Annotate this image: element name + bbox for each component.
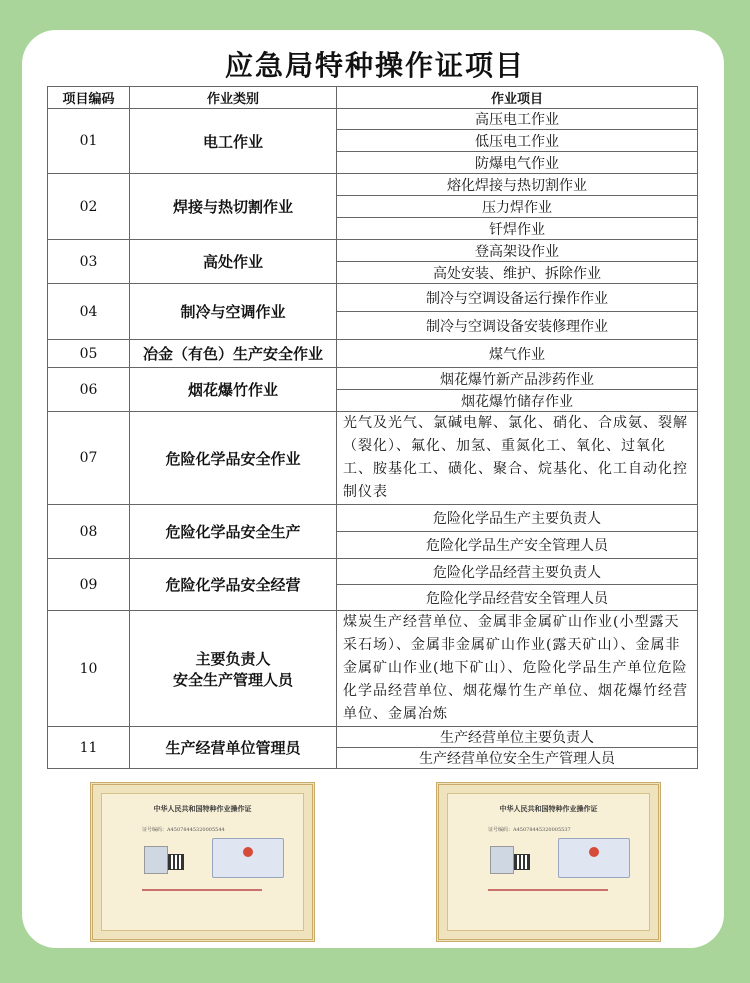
operation-item: 防爆电气作业 (337, 152, 698, 174)
table-header-row (48, 87, 698, 109)
item-category: 制冷与空调作业 (130, 284, 337, 340)
decorative-line (488, 889, 608, 891)
table-row (48, 284, 698, 312)
item-category: 冶金（有色）生产安全作业 (130, 340, 337, 368)
table-row (48, 340, 698, 368)
operation-item: 烟花爆竹新产品涉药作业 (337, 368, 698, 390)
operation-item: 生产经营单位安全生产管理人员 (337, 748, 698, 769)
operation-item: 高压电工作业 (337, 109, 698, 130)
item-code: 09 (48, 559, 130, 611)
operation-item: 制冷与空调设备运行操作作业 (337, 284, 698, 312)
id-card-image (558, 838, 630, 878)
operation-item: 制冷与空调设备安装修理作业 (337, 312, 698, 340)
item-code: 06 (48, 368, 130, 412)
operation-item: 压力焊作业 (337, 196, 698, 218)
table-row (48, 559, 698, 585)
certificate-image-right (436, 782, 661, 942)
item-category: 主要负责人 安全生产管理人员 (130, 611, 337, 727)
operation-item: 烟花爆竹储存作业 (337, 390, 698, 412)
item-category: 电工作业 (130, 109, 337, 174)
table-row (48, 368, 698, 390)
item-code: 05 (48, 340, 130, 368)
certificate-number: 证号编码：A45078445320005537 (488, 827, 571, 833)
certificate-number: 证号编码：A45078445320005544 (142, 827, 225, 833)
item-code: 11 (48, 727, 130, 769)
item-category: 高处作业 (130, 240, 337, 284)
emblem-icon (243, 847, 253, 857)
operation-item: 生产经营单位主要负责人 (337, 727, 698, 748)
decorative-line (142, 889, 262, 891)
table-row (48, 174, 698, 196)
operation-item: 低压电工作业 (337, 130, 698, 152)
table-row (48, 109, 698, 130)
header-code: 项目编码 (48, 87, 130, 109)
item-code: 04 (48, 284, 130, 340)
operation-item: 钎焊作业 (337, 218, 698, 240)
item-code: 03 (48, 240, 130, 284)
item-code: 07 (48, 412, 130, 505)
certificate-title: 中华人民共和国特种作业操作证 (499, 805, 598, 813)
operation-item: 登高架设作业 (337, 240, 698, 262)
operation-item: 高处安装、维护、拆除作业 (337, 262, 698, 284)
operation-item: 危险化学品经营主要负责人 (337, 559, 698, 585)
operation-certificate-table (47, 86, 698, 769)
operation-item: 煤炭生产经营单位、金属非金属矿山作业(小型露天采石场）、金属非金属矿山作业(露天矿山）、金属非金属矿山作业(地下矿山）、危险化学品生产单位危险化学品经营单位、烟花爆竹生产单位、烟花爆竹经营单位、金属冶炼 (337, 611, 698, 727)
item-category: 危险化学品安全经营 (130, 559, 337, 611)
header-item: 作业项目 (337, 87, 698, 109)
table-row (48, 240, 698, 262)
table-row (48, 727, 698, 748)
emblem-icon (589, 847, 599, 857)
certificate-image-left (90, 782, 315, 942)
qr-code-icon (514, 854, 530, 870)
id-card-image (212, 838, 284, 878)
operation-item: 危险化学品生产安全管理人员 (337, 532, 698, 559)
qr-code-icon (168, 854, 184, 870)
operation-item: 熔化焊接与热切割作业 (337, 174, 698, 196)
table-row (48, 611, 698, 727)
item-category: 生产经营单位管理员 (130, 727, 337, 769)
item-category: 危险化学品安全作业 (130, 412, 337, 505)
photo-placeholder (144, 846, 168, 874)
operation-item: 煤气作业 (337, 340, 698, 368)
item-code: 02 (48, 174, 130, 240)
item-code: 01 (48, 109, 130, 174)
item-code: 08 (48, 505, 130, 559)
item-category: 焊接与热切割作业 (130, 174, 337, 240)
certificate-title: 中华人民共和国特种作业操作证 (153, 805, 252, 813)
item-category: 烟花爆竹作业 (130, 368, 337, 412)
table-row (48, 505, 698, 532)
item-category: 危险化学品安全生产 (130, 505, 337, 559)
operation-item: 危险化学品生产主要负责人 (337, 505, 698, 532)
operation-item: 危险化学品经营安全管理人员 (337, 585, 698, 611)
item-code: 10 (48, 611, 130, 727)
header-category: 作业类别 (130, 87, 337, 109)
table-row (48, 412, 698, 505)
photo-placeholder (490, 846, 514, 874)
page-title: 应急局特种操作证项目 (224, 49, 525, 82)
operation-item: 光气及光气、氯碱电解、氯化、硝化、合成氨、裂解（裂化）、氟化、加氢、重氮化工、氧化、过氧化工、胺基化工、磺化、聚合、烷基化、化工自动化控制仪表 (337, 412, 698, 505)
